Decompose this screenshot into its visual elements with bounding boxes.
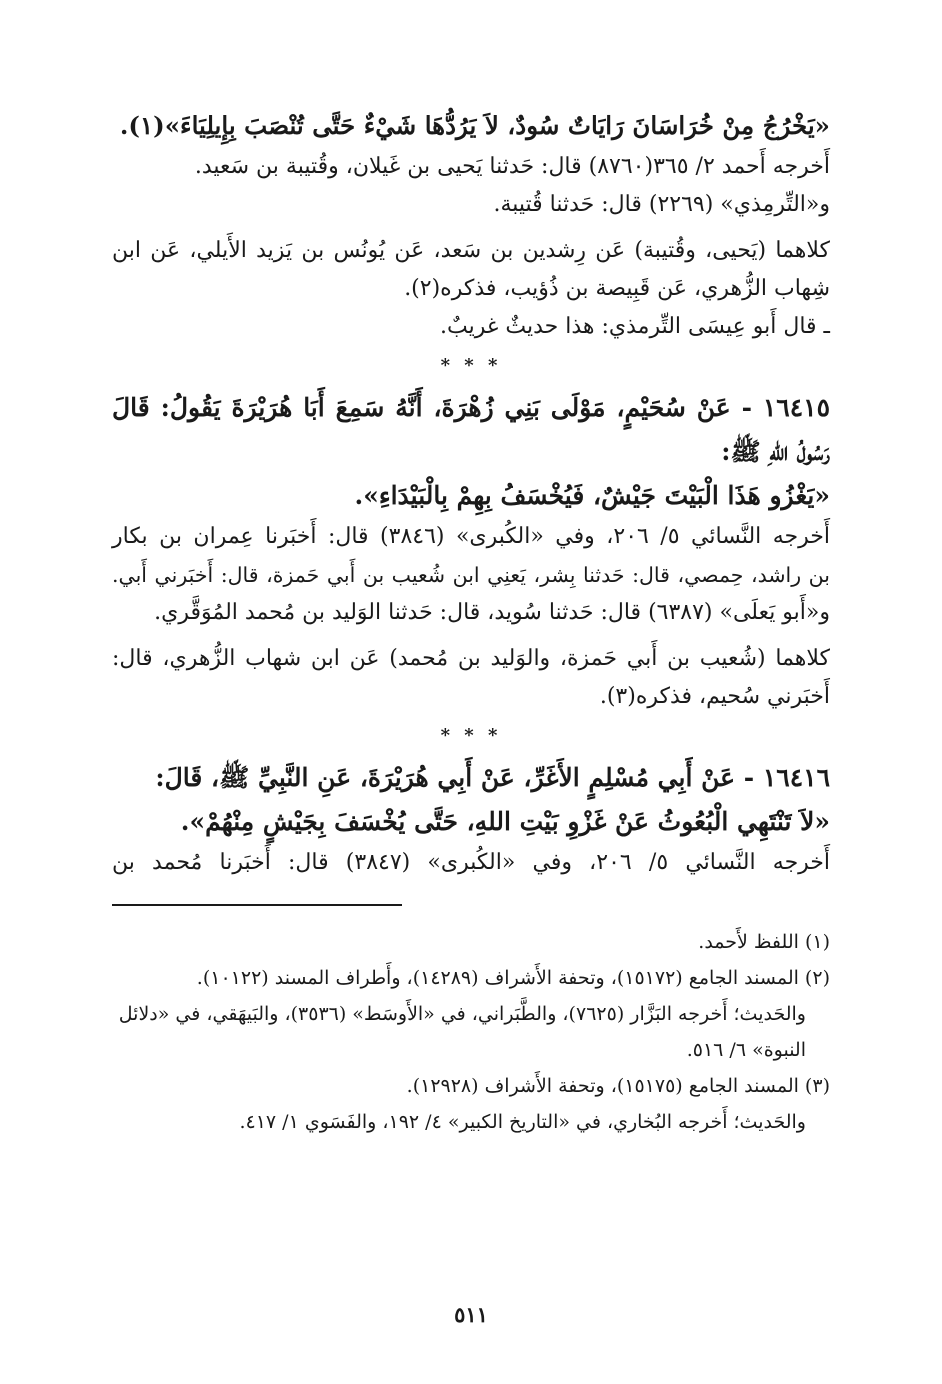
hadith-heading-line: ١٦٤١٥ - عَنْ سُحَيْمٍ، مَوْلَى بَنِي زُهْرَةَ، أَنَّهُ سَمِعَ أَبَا هُرَيْرَةَ يَقُولُ: قَالَ [112,393,830,422]
page-number: ٥١١ [454,1302,488,1327]
footnote: (٣) المسند الجامع (١٥١٧٥)، وتحفة الأَشراف (١٢٩٢٨). [406,1075,830,1097]
hadith-text-line: «يَخْرُجُ مِنْ خُرَاسَانَ رَايَاتٌ سُودٌ، لاَ يَرُدُّهَا شَيْءٌ حَتَّى تُنْصَبَ بِإِيلِيَاءَ»(١). [119,111,830,140]
footnote: (٢) المسند الجامع (١٥١٧٢)، وتحفة الأَشراف (١٤٢٨٩)، وأَطراف المسند (١٠١٢٢). [196,967,830,989]
takhrij-line: و«التِّرمِذي» (٢٢٦٩) قال: حَدثنا قُتيبة. [493,192,830,217]
isnad-line: كلاهما (شُعيب بن أَبي حَمزة، والوَليد بن مُحمد) عَن ابن شهاب الزُّهري، قال: [112,646,830,671]
tirmidhi-remark: ـ قال أَبو عِيسَى التِّرمذي: هذا حديثٌ غريبٌ. [440,314,830,339]
footnote-divider [112,904,402,906]
section-separator: * * * [440,355,502,376]
footnote: (١) اللفظ لأَحمد. [698,931,830,953]
isnad-line: شِهاب الزُّهري، عَن قَبِيصة بن ذُؤيب، فذكره(٢). [404,276,830,301]
isnad-line: أَخبَرني سُحيم، فذكره(٣). [599,684,830,709]
footnote-continuation: والحَديث؛ أَخرجه البَزَّار (٧٦٢٥)، والطَّبَراني، في «الأَوسَط» (٣٥٣٦)، والبَيهَقي، في «دلائل [118,1003,806,1025]
hadith-heading-line: رَسُولُ اللهِ ﷺ: [721,437,830,466]
footnote-continuation: النبوة» ٦/ ٥١٦. [686,1039,806,1061]
takhrij-line: أَخرجه أَحمد ٢/ ٣٦٥(٨٧٦٠) قال: حَدثنا يَحيى بن غَيلان، وقُتيبة بن سَعيد. [194,154,830,179]
takhrij-line: بن راشد، حِمصي، قال: حَدثنا بِشر، يَعنِي ابن شُعيب بن أَبي حَمزة، قال: أَخبَرني أَبي. [112,563,830,587]
takhrij-line: أَخرجه النَّسائي ٥/ ٢٠٦، وفي «الكُبرى» (٣٨٤٦) قال: أَخبَرنا عِمران بن بكار [112,524,830,549]
takhrij-line: و«أَبو يَعلَى» (٦٣٨٧) قال: حَدثنا سُويد، قال: حَدثنا الوَليد بن مُحمد المُوَقَّري. [154,600,830,625]
hadith-heading-line: ١٦٤١٦ - عَنْ أَبِي مُسْلِمٍ الأَغَرِّ، عَنْ أَبِي هُرَيْرَةَ، عَنِ النَّبِيِّ ﷺ، قَالَ: [155,763,830,792]
takhrij-line: أَخرجه النَّسائي ٥/ ٢٠٦، وفي «الكُبرى» (٣٨٤٧) قال: أَخبَرنا مُحمد بن [112,850,831,875]
hadith-text-line: «يَغْزُو هَذَا الْبَيْتَ جَيْشٌ، فَيُخْسَفُ بِهِمْ بِالْبَيْدَاءِ». [354,481,830,510]
footnote-continuation: والحَديث؛ أَخرجه البُخاري، في «التاريخ الكبير» ٤/ ١٩٢، والفَسَوي ١/ ٤١٧. [239,1111,806,1133]
hadith-text-line: «لاَ تَنْتَهِي الْبُعُوثُ عَنْ غَزْوِ بَيْتِ اللهِ، حَتَّى يُخْسَفَ بِجَيْشٍ مِنْهُمْ». [180,807,830,836]
isnad-line: كلاهما (يَحيى، وقُتيبة) عَن رِشدين بن سَعد، عَن يُونُس بن يَزيد الأَيلي، عَن ابن [112,238,830,263]
section-separator: * * * [440,725,502,746]
